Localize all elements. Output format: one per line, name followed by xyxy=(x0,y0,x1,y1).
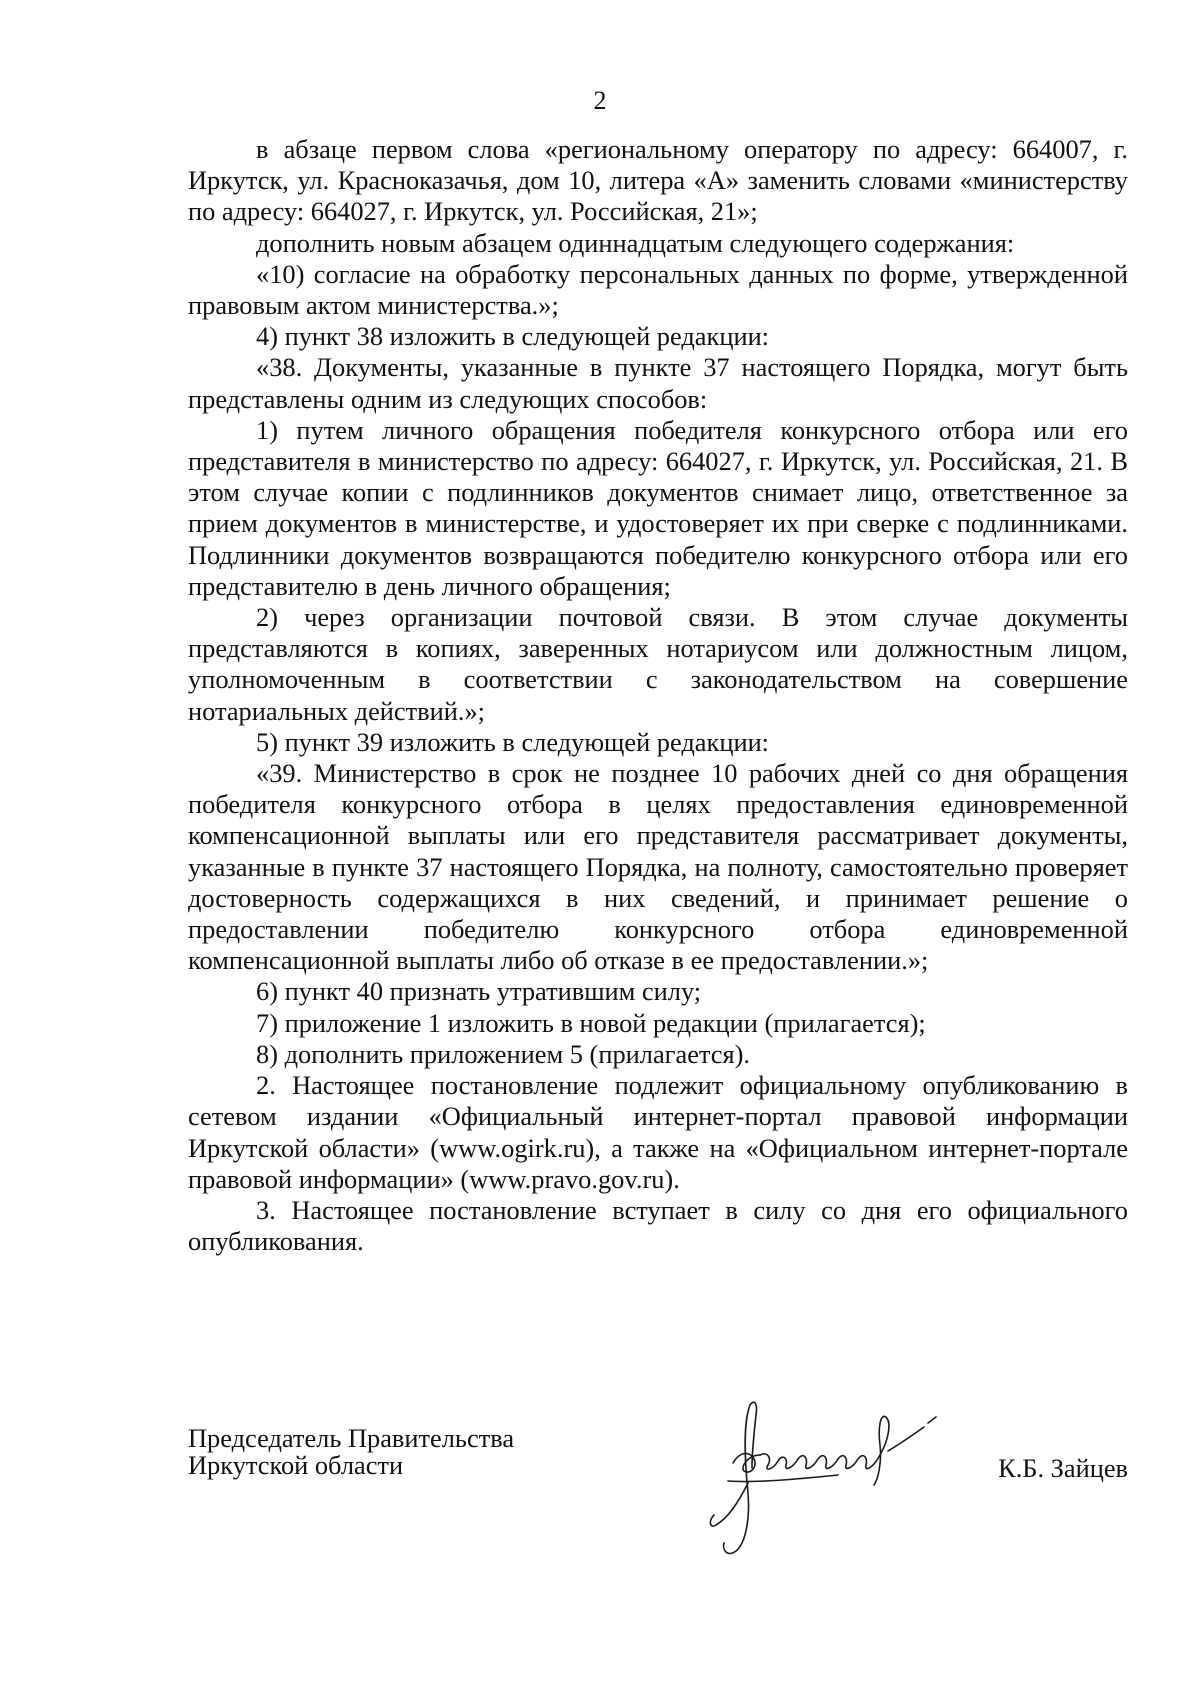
body-paragraph: «10) согласие на обработку персональных данных по форме, утвержденной правовым актом министерства.»; xyxy=(188,258,1128,321)
body-paragraph: 4) пункт 38 изложить в следующей редакции: xyxy=(256,321,770,352)
body-paragraph: 1) путем личного обращения победителя конкурсного отбора или его представителя в министерство по адресу: 664027, г. Иркутск, ул. Российская, 21. В этом случае копии с подлинников документов снимает лицо, ответственное за прием документов в министерстве, и удостоверяет их при сверке с подлинниками. Подлинники документов возвращаются победителю конкурсного отбора или его представителю в день личного обращения; xyxy=(188,414,1128,601)
body-paragraph: 6) пункт 40 признать утратившим силу; xyxy=(256,976,702,1007)
body-paragraph: дополнить новым абзацем одиннадцатым следующего содержания: xyxy=(256,227,1015,258)
page-number: 2 xyxy=(593,86,607,115)
body-paragraph: 8) дополнить приложением 5 (прилагается). xyxy=(256,1038,751,1069)
signer-title xyxy=(188,1425,514,1479)
body-paragraph: 7) приложение 1 изложить в новой редакции (прилагается); xyxy=(256,1007,926,1038)
body-paragraph: 2) через организации почтовой связи. В этом случае документы представляются в копиях, заверенных нотариусом или должностным лицом, уполномоченным в соответствии с законодательством на совершение нотариальных действий.»; xyxy=(188,602,1128,726)
body-paragraph: 3. Настоящее постановление вступает в силу со дня его официального опубликования. xyxy=(188,1194,1128,1257)
body-paragraph: 5) пункт 39 изложить в следующей редакции: xyxy=(256,726,770,757)
document-body xyxy=(188,134,1128,1257)
body-paragraph: «38. Документы, указанные в пункте 37 настоящего Порядка, могут быть представлены одним из следующих способов: xyxy=(188,352,1128,414)
signature-block xyxy=(188,1425,1128,1575)
signer-title-line: Председатель Правительства xyxy=(188,1423,515,1453)
body-paragraph: в абзаце первом слова «региональному оператору по адресу: 664007, г. Иркутск, ул. Красноказачья, дом 10, литера «А» заменить словами «министерству по адресу: 664027, г. Иркутск, ул. Российская, 21»; xyxy=(188,134,1128,227)
handwritten-signature xyxy=(688,1393,948,1563)
signer-title-line: Иркутской области xyxy=(188,1450,404,1480)
signer-name: К.Б. Зайцев xyxy=(998,1453,1128,1483)
body-paragraph: «39. Министерство в срок не позднее 10 рабочих дней со дня обращения победителя конкурсного отбора в целях предоставления единовременной компенсационной выплаты или его представителя рассматривает документы, указанные в пункте 37 настоящего Порядка, на полноту, самостоятельно проверяет достоверность содержащихся в них сведений, и принимает решение о предоставлении победителю конкурсного отбора единовременной компенсационной выплаты либо об отказе в ее предоставлении.»; xyxy=(188,758,1128,976)
body-paragraph: 2. Настоящее постановление подлежит официальному опубликованию в сетевом издании «Официальный интернет-портал правовой информации Иркутской области» (www.ogirk.ru), а также на «Официальном интернет-портале правовой информации» (www.pravo.gov.ru). xyxy=(188,1070,1128,1194)
